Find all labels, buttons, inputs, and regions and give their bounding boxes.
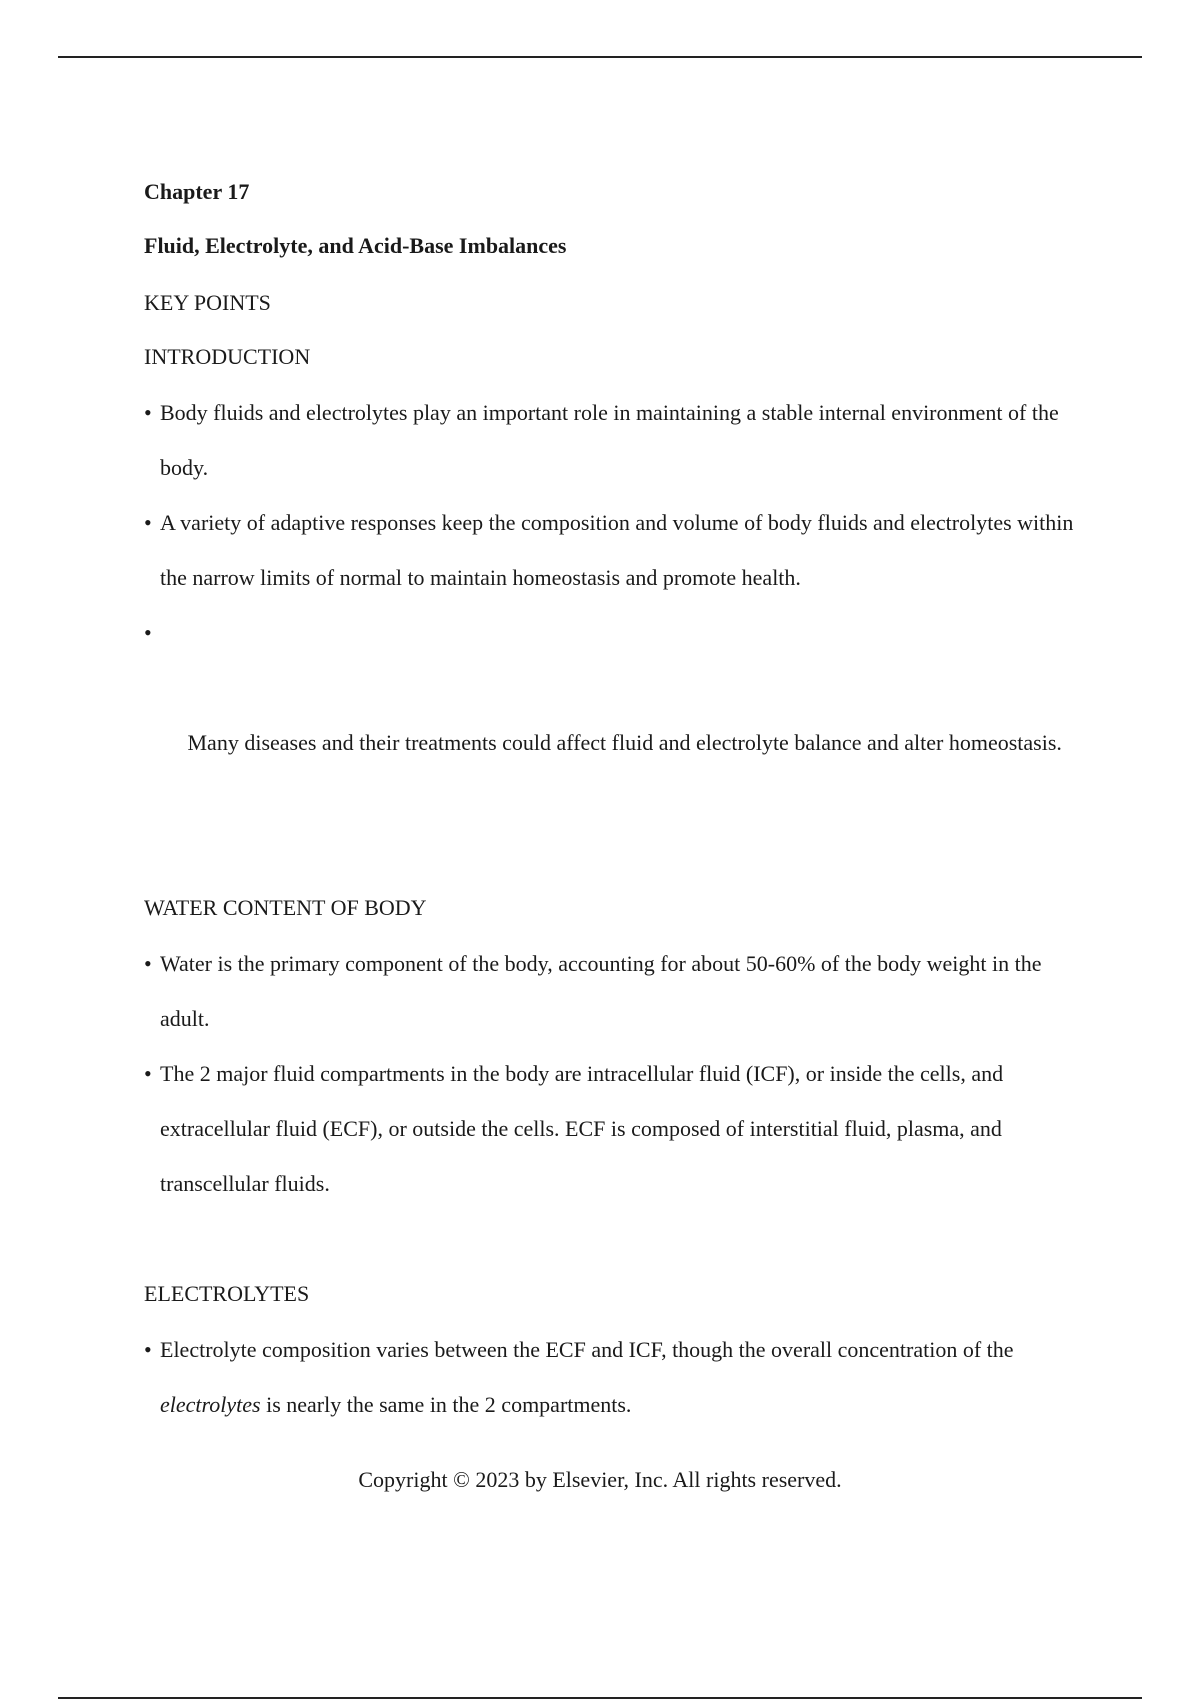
bullet-text-italic: electrolytes xyxy=(160,1392,261,1417)
bullet-dot: • xyxy=(144,510,152,535)
bullet-text: The 2 major fluid compartments in the body are intracellular fluid (ICF), or inside the cells, and extracellular fluid (ECF), or outside the cells. ECF is composed of interstitial fluid, plasma, and transcellular fluids. xyxy=(160,1061,1004,1196)
top-rule xyxy=(58,56,1142,58)
bullet-text-start: Electrolyte composition varies between the ECF and ICF, though the overall concentration of the xyxy=(160,1337,1014,1362)
bottom-rule xyxy=(58,1697,1142,1699)
section-spacer xyxy=(144,1224,1094,1280)
section-heading-introduction: INTRODUCTION xyxy=(144,344,311,369)
bullet-dot: • xyxy=(144,951,152,976)
bullet-item xyxy=(144,495,1094,605)
bullet-text-end: is nearly the same in the 2 compartments. xyxy=(260,1392,632,1417)
bullet-dot: • xyxy=(144,1061,152,1086)
bullet-dot: • xyxy=(144,620,152,645)
bullet-text: Many diseases and their treatments could affect fluid and electrolyte balance and alter homeostasis. xyxy=(182,730,1062,755)
chapter-title: Fluid, Electrolyte, and Acid-Base Imbalances xyxy=(144,233,567,258)
bullet-item xyxy=(144,1046,1094,1211)
chapter-heading: Chapter 17 xyxy=(144,179,250,204)
bullet-dot: • xyxy=(144,400,152,425)
bullet-item xyxy=(144,1322,1094,1432)
key-points-heading: KEY POINTS xyxy=(144,290,271,315)
section-heading-electrolytes: ELECTROLYTES xyxy=(144,1281,310,1306)
section-heading-water-content: WATER CONTENT OF BODY xyxy=(144,895,427,920)
bullet-text: Water is the primary component of the body, accounting for about 50-60% of the body weight in the adult. xyxy=(160,951,1042,1031)
bullet-text: Body fluids and electrolytes play an important role in maintaining a stable internal environment of the body. xyxy=(160,400,1059,480)
copyright-footer: Copyright © 2023 by Elsevier, Inc. All rights reserved. xyxy=(358,1467,842,1492)
document-body xyxy=(144,178,1094,1445)
bullet-dot: • xyxy=(144,1337,152,1362)
bullet-item xyxy=(144,936,1094,1046)
bullet-item xyxy=(144,385,1094,495)
section-spacer xyxy=(144,838,1094,894)
bullet-item xyxy=(144,605,1094,825)
bullet-text: A variety of adaptive responses keep the composition and volume of body fluids and electrolytes within the narrow limits of normal to maintain homeostasis and promote health. xyxy=(160,510,1074,590)
